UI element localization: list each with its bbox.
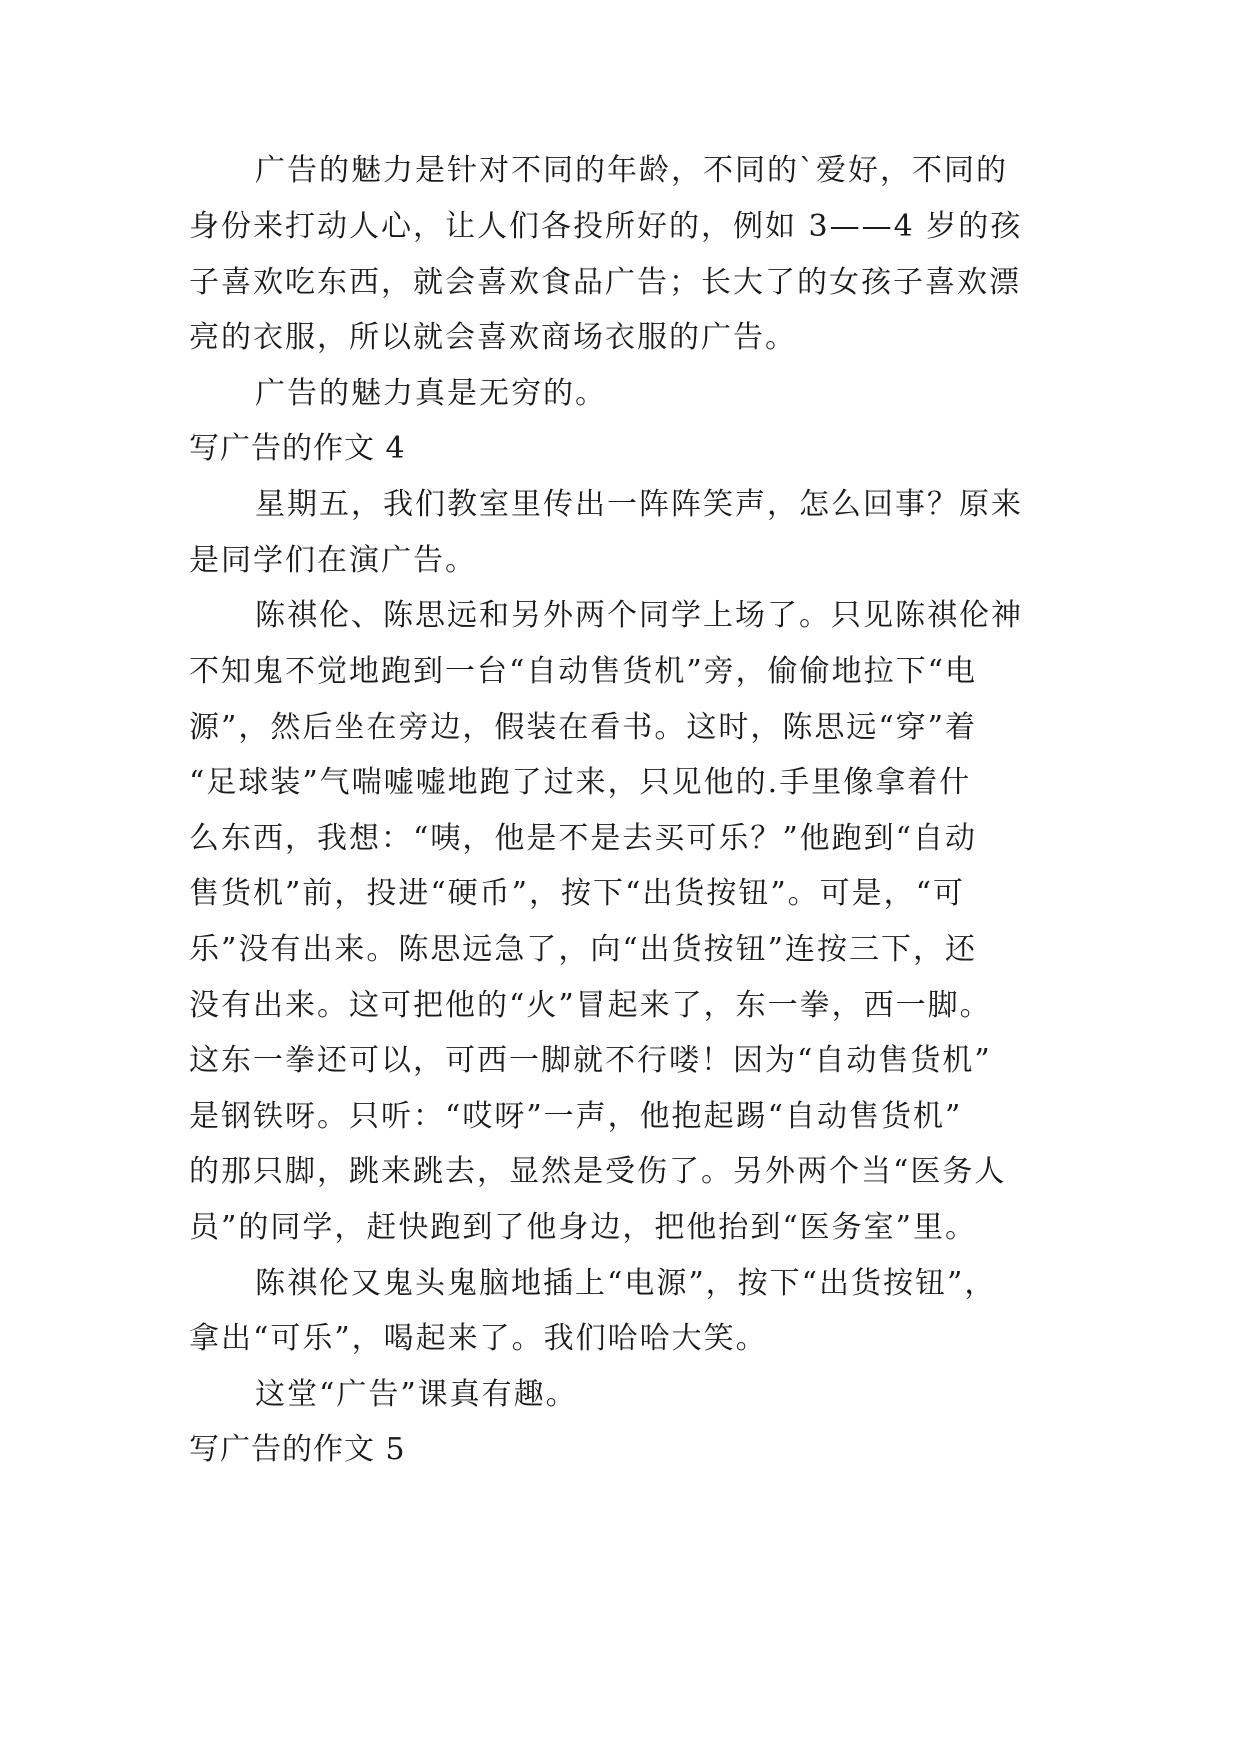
- text-line: 是钢铁呀。只听：“哎呀”一声，他抱起踢“自动售货机”: [189, 1099, 963, 1134]
- section-heading: 写广告的作文 5: [189, 1432, 406, 1467]
- section-heading: 写广告的作文 4: [189, 431, 406, 466]
- text-line: 是同学们在演广告。: [189, 543, 477, 578]
- text-line: 广告的魅力是针对不同的年龄，不同的`爱好，不同的: [255, 153, 1008, 188]
- text-line: 售货机”前，投进“硬币”，按下“出货按钮”。可是，“可: [189, 876, 966, 911]
- text-line: 陈祺伦又鬼头鬼脑地插上“电源”，按下“出货按钮”，: [255, 1266, 997, 1301]
- text-line: 乐”没有出来。陈思远急了，向“出货按钮”连按三下，还: [189, 932, 978, 967]
- text-line: 身份来打动人心，让人们各投所好的，例如 3——4 岁的孩: [189, 209, 1023, 244]
- text-line: 这东一拳还可以，可西一脚就不行喽！因为“自动售货机”: [189, 1043, 992, 1078]
- text-line: 没有出来。这可把他的“火”冒起来了，东一拳，西一脚。: [189, 988, 992, 1023]
- text-line: 源”，然后坐在旁边，假装在看书。这时，陈思远“穿”着: [189, 710, 978, 745]
- text-line: 亮的衣服，所以就会喜欢商场衣服的广告。: [189, 320, 797, 355]
- text-line: 陈祺伦、陈思远和另外两个同学上场了。只见陈祺伦神: [255, 598, 1023, 633]
- text-line: 么东西，我想：“咦，他是不是去买可乐？”他跑到“自动: [189, 821, 978, 856]
- text-line: 拿出“可乐”，喝起来了。我们哈哈大笑。: [189, 1321, 768, 1356]
- text-line: 的那只脚，跳来跳去，显然是受伤了。另外两个当“医务人: [189, 1154, 1007, 1189]
- text-line: 不知鬼不觉地跑到一台“自动售货机”旁，偷偷地拉下“电: [189, 654, 978, 689]
- text-line: 星期五，我们教室里传出一阵阵笑声，怎么回事？原来: [255, 487, 1023, 522]
- text-line: 员”的同学，赶快跑到了他身边，把他抬到“医务室”里。: [189, 1210, 978, 1245]
- text-line: 这堂“广告”课真有趣。: [255, 1377, 578, 1412]
- text-line: 子喜欢吃东西，就会喜欢食品广告；长大了的女孩子喜欢漂: [189, 265, 1021, 300]
- text-line: 广告的魅力真是无穷的。: [255, 376, 607, 411]
- text-line: “足球装”气喘嘘嘘地跑了过来，只见他的.手里像拿着什: [189, 765, 972, 800]
